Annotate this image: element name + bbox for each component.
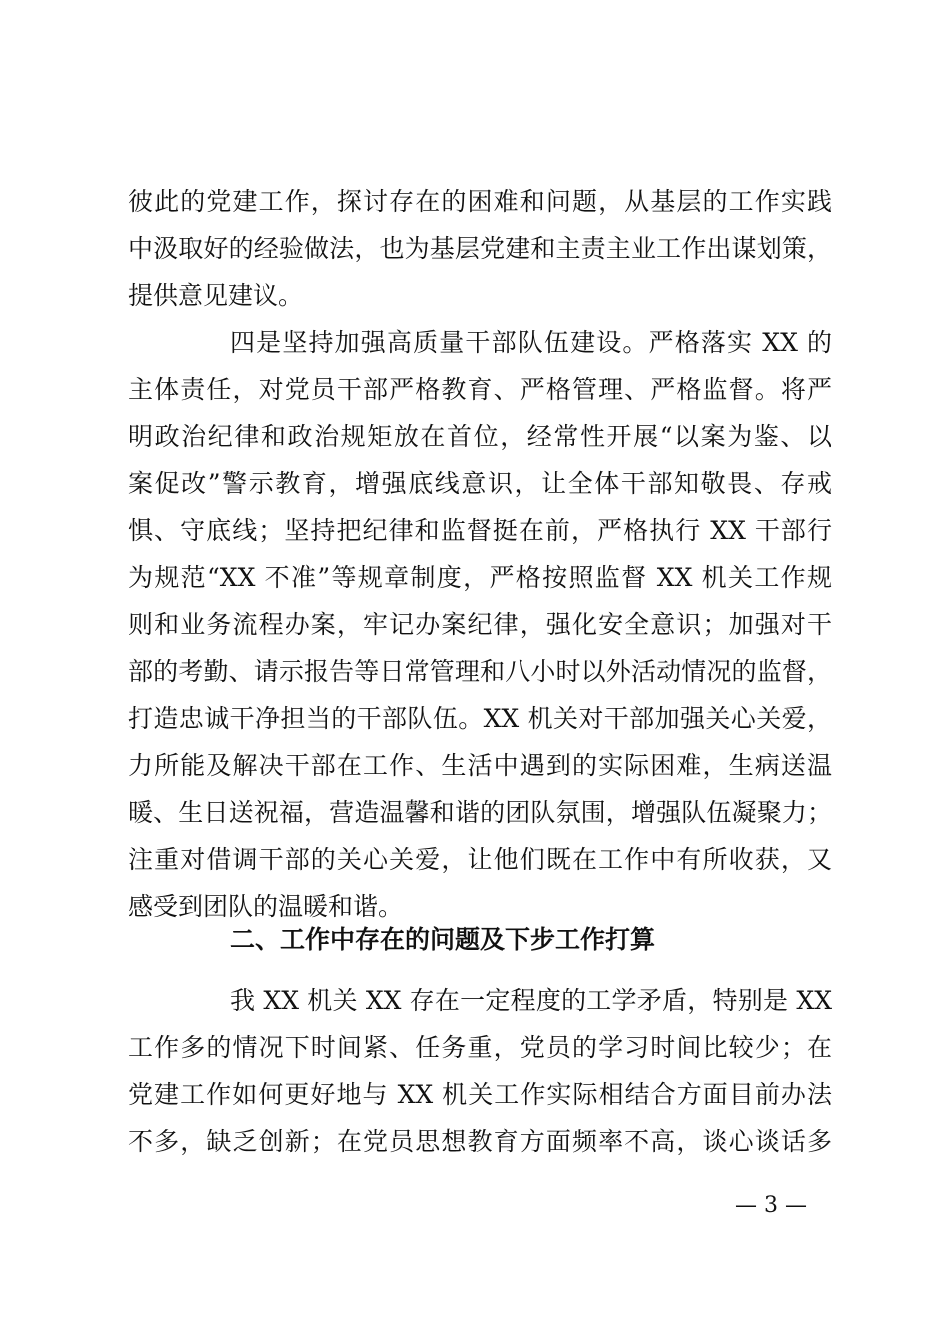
paragraph-2-line-6: 为规范“XX 不准”等规章制度，严格按照监督 XX 机关工作规 <box>128 563 832 592</box>
paragraph-2-line-2: 主体责任，对党员干部严格教育、严格管理、严格监督。将严 <box>128 375 832 404</box>
paragraph-2-line-5: 惧、守底线；坚持把纪律和监督挺在前，严格执行 XX 干部行 <box>128 516 832 545</box>
page-number: — 3 — <box>735 1193 807 1218</box>
paragraph-2-line-12: 注重对借调干部的关心关爱，让他们既在工作中有所收获，又 <box>128 845 832 874</box>
paragraph-3-line-4: 不多，缺乏创新；在党员思想教育方面频率不高，谈心谈话多 <box>128 1127 832 1156</box>
paragraph-2-line-4: 案促改”警示教育，增强底线意识，让全体干部知敬畏、存戒 <box>128 469 832 498</box>
section-heading: 二、工作中存在的问题及下步工作打算 <box>230 925 656 954</box>
paragraph-2-line-3: 明政治纪律和政治规矩放在首位，经常性开展“以案为鉴、以 <box>128 422 832 451</box>
paragraph-1-line-2: 中汲取好的经验做法，也为基层党建和主责主业工作出谋划策， <box>128 234 832 263</box>
paragraph-3-line-2: 工作多的情况下时间紧、任务重，党员的学习时间比较少；在 <box>128 1033 832 1062</box>
paragraph-2-line-9: 打造忠诚干净担当的干部队伍。XX 机关对干部加强关心关爱， <box>128 704 832 733</box>
paragraph-2-line-7: 则和业务流程办案，牢记办案纪律，强化安全意识；加强对干 <box>128 610 832 639</box>
paragraph-3-line-1: 我 XX 机关 XX 存在一定程度的工学矛盾，特别是 XX <box>230 986 832 1015</box>
paragraph-1-line-1: 彼此的党建工作，探讨存在的困难和问题，从基层的工作实践 <box>128 187 832 216</box>
paragraph-2-line-11: 暖、生日送祝福，营造温馨和谐的团队氛围，增强队伍凝聚力； <box>128 798 832 827</box>
paragraph-1-line-3: 提供意见建议。 <box>128 281 304 310</box>
paragraph-2-line-8: 部的考勤、请示报告等日常管理和八小时以外活动情况的监督， <box>128 657 832 686</box>
paragraph-2-line-10: 力所能及解决干部在工作、生活中遇到的实际困难，生病送温 <box>128 751 832 780</box>
paragraph-2-line-1: 四是坚持加强高质量干部队伍建设。严格落实 XX 的 <box>230 328 832 357</box>
paragraph-3-line-3: 党建工作如何更好地与 XX 机关工作实际相结合方面目前办法 <box>128 1080 832 1109</box>
paragraph-2-line-13: 感受到团队的温暖和谐。 <box>128 892 404 921</box>
